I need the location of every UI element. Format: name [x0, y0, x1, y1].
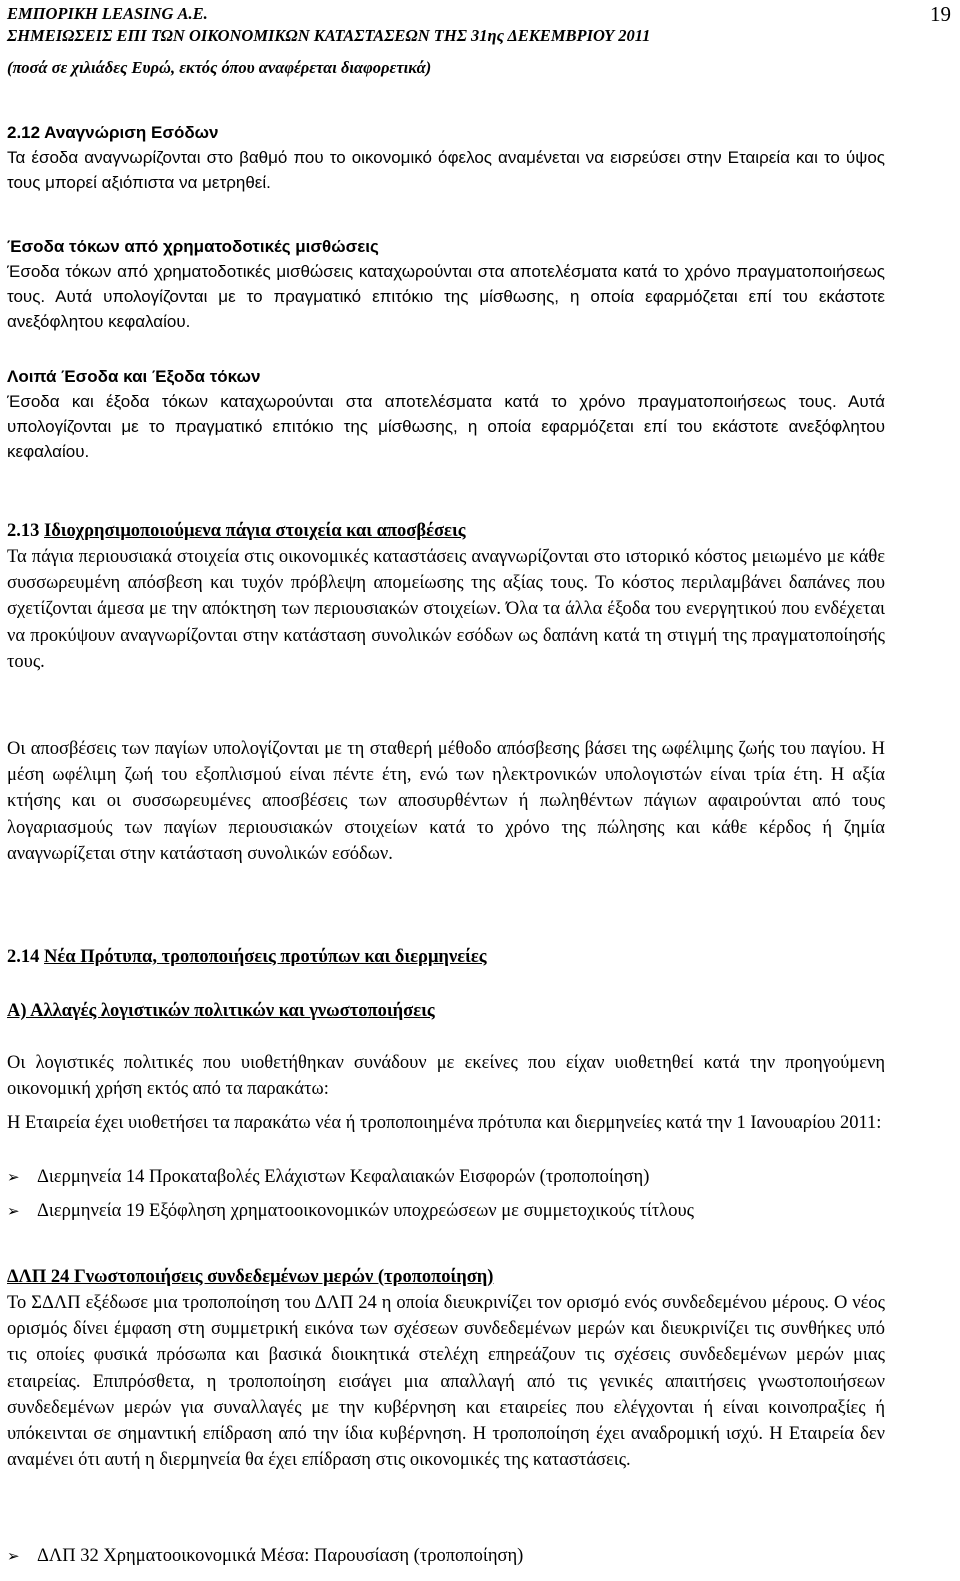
section-2-13 — [7, 518, 885, 675]
section-2-12-heading: 2.12 Αναγνώριση Εσόδων — [7, 123, 219, 142]
finance-lease-income — [7, 234, 885, 334]
section-2-14-number: 2.14 — [7, 947, 44, 967]
list-item-text: ΔΛΠ 32 Χρηματοοικονομικά Μέσα: Παρουσίαση (τροποποίηση) — [37, 1546, 524, 1566]
section-2-14-subheading — [7, 998, 885, 1024]
ias-24-heading: ΔΛΠ 24 Γνωστοποιήσεις συνδεδεμένων μερών (τροποποίηση) — [7, 1267, 494, 1287]
section-2-13-title: Ιδιοχρησιμοποιούμενα πάγια στοιχεία και αποσβέσεις — [44, 521, 466, 541]
section-2-13-paragraph-1: Τα πάγια περιουσιακά στοιχεία στις οικονομικές καταστάσεις αναγνωρίζονται στο ιστορικό κόστος μειωμένο με κάθε συσσωρευμένη απόσβεση και τυχόν πρόβλεψη απομείωσης της αξίας τους. Το κόστος περιλαμβάνει δαπάνες που σχετίζονται άμεσα με την απόκτηση των περιουσιακών στοιχείων. Όλα τα άλλα έξοδα του ενεργητικού που ενδέχεται να προκύψουν αναγνωρίζονται στην κατάσταση συνολικών εσόδων ως δαπάνη κατά τη στιγμή της πραγματοποίησής τους. — [7, 547, 885, 672]
notes-title: ΣΗΜΕΙΩΣΕΙΣ ΕΠΙ ΤΩΝ ΟΙΚΟΝΟΜΙΚΩΝ ΚΑΤΑΣΤΑΣΕΩΝ ΤΗΣ 31ης ΔΕΚΕΜΒΡΙΟΥ 2011 — [7, 26, 651, 45]
section-2-12 — [7, 120, 885, 195]
section-2-14-adoption — [7, 1110, 885, 1136]
amounts-note: (ποσά σε χιλιάδες Ευρώ, εκτός όπου αναφέρεται διαφορετικά) — [7, 58, 432, 77]
finance-lease-text: Έσοδα τόκων από χρηματοδοτικές μισθώσεις καταχωρούνται στα αποτελέσματα κατά το χρόνο πραγματοποιήσεως τους. Αυτά υπολογίζονται με το πραγματικό επιτόκιο της μίσθωσης, η οποία εφαρμόζεται επί του εκάστοτε ανεξόφλητου κεφαλαίου. — [7, 262, 885, 331]
list-item-text: Διερμηνεία 19 Εξόφληση χρηματοοικονομικών υποχρεώσεων με συμμετοχικούς τίτλους — [37, 1201, 695, 1221]
section-2-14-paragraph-1: Οι λογιστικές πολιτικές που υιοθετήθηκαν συνάδουν με εκείνες που είχαν υιοθετηθεί κατά την προηγούμενη οικονομική χρήση εκτός από τα παρακάτω: — [7, 1053, 885, 1100]
arrow-bullet-icon: ➢ — [7, 1547, 20, 1565]
arrow-bullet-icon: ➢ — [7, 1168, 20, 1186]
other-interest-income — [7, 364, 885, 464]
ias-24-section — [7, 1264, 885, 1473]
list-item — [7, 1543, 523, 1569]
finance-lease-heading: Έσοδα τόκων από χρηματοδοτικές μισθώσεις — [7, 237, 379, 256]
ias-24-text: Το ΣΔΛΠ εξέδωσε μια τροποποίηση του ΔΛΠ 24 η οποία διευκρινίζει τον ορισμό ενός συνδεδεμένου μέρους. Ο νέος ορισμός δίνει έμφαση στη συμμετρική εικόνα των σχέσεων συνδεδεμένων μερών και διευκρινίζει τις συνθήκες υπό τις οποίες φυσικά πρόσωπα και βασικά διοικητικά στελέχη επηρεάζουν τις σχέσεις συνδεδεμένων μερών μιας εταιρείας. Επιπρόσθετα, η τροποποίηση εισάγει μια απαλλαγή από τις γενικές απαιτήσεις γνωστοποιήσεων συνδεδεμένων μερών για συναλλαγές με την κυβέρνηση και εταιρείες που ελέγχονται ή είναι κοινοπραξίες ή υπόκεινται σε σημαντική επίδραση από την ίδια κυβέρνηση. Η τροποποίηση έχει αναδρομική ισχύ. Η Εταιρεία δεν αναμένει ότι αυτή η διερμηνεία θα έχει επίδραση στις οικονομικές της καταστάσεις. — [7, 1293, 885, 1471]
company-name: ΕΜΠΟΡΙΚΗ LEASING Α.Ε. — [7, 4, 208, 23]
section-2-13-number: 2.13 — [7, 521, 44, 541]
section-2-14-intro — [7, 1050, 885, 1102]
other-interest-text: Έσοδα και έξοδα τόκων καταχωρούνται στα αποτελέσματα κατά το χρόνο πραγματοποιήσεως τους. Αυτά υπολογίζονται με το πραγματικό επιτόκιο της μίσθωσης, η οποία εφαρμόζεται επί του εκάστοτε ανεξόφλητου κεφαλαίου. — [7, 392, 885, 461]
other-interest-heading: Λοιπά Έσοδα και Έξοδα τόκων — [7, 367, 261, 386]
list-item-text: Διερμηνεία 14 Προκαταβολές Ελάχιστων Κεφαλαιακών Εισφορών (τροποποίηση) — [37, 1167, 650, 1187]
arrow-bullet-icon: ➢ — [7, 1202, 20, 1220]
list-item — [7, 1164, 649, 1190]
section-2-13-paragraph-2: Οι αποσβέσεις των παγίων υπολογίζονται με τη σταθερή μέθοδο απόσβεσης βάσει της ωφέλιμης ζωής του παγίου. Η μέση ωφέλιμη ζωή του εξοπλισμού είναι πέντε έτη, ενώ των ηλεκτρονικών υπολογιστών είναι τρία έτη. Η αξία κτήσης και οι συσσωρευμένες αποσβέσεις των αποσυρθέντων ή πωληθέντων πάγιων αφαιρούνται από τους λογαριασμούς των παγίων περιουσιακών στοιχείων κατά το χρόνο της πώλησης και κάθε κέρδος ή ζημία αναγνωρίζεται στην κατάσταση συνολικών εσόδων. — [7, 739, 885, 864]
section-2-14-heading — [7, 944, 885, 970]
section-2-14-title: Νέα Πρότυπα, τροποποιήσεις προτύπων και διερμηνείες — [44, 947, 487, 967]
page-number: 19 — [930, 2, 951, 26]
section-2-13-heading — [7, 518, 885, 544]
accounting-policy-changes-heading: Α) Αλλαγές λογιστικών πολιτικών και γνωστοποιήσεις — [7, 1001, 435, 1021]
list-item — [7, 1198, 694, 1224]
section-2-13-depreciation — [7, 736, 885, 867]
section-2-12-intro: Τα έσοδα αναγνωρίζονται στο βαθμό που το οικονομικό όφελος αναμένεται να εισρεύσει στην Εταιρεία και το ύψος τους μπορεί αξιόπιστα να μετρηθεί. — [7, 148, 885, 192]
section-2-14-paragraph-2: Η Εταιρεία έχει υιοθετήσει τα παρακάτω νέα ή τροποποιημένα πρότυπα και διερμηνείες κατά την 1 Ιανουαρίου 2011: — [7, 1113, 882, 1133]
